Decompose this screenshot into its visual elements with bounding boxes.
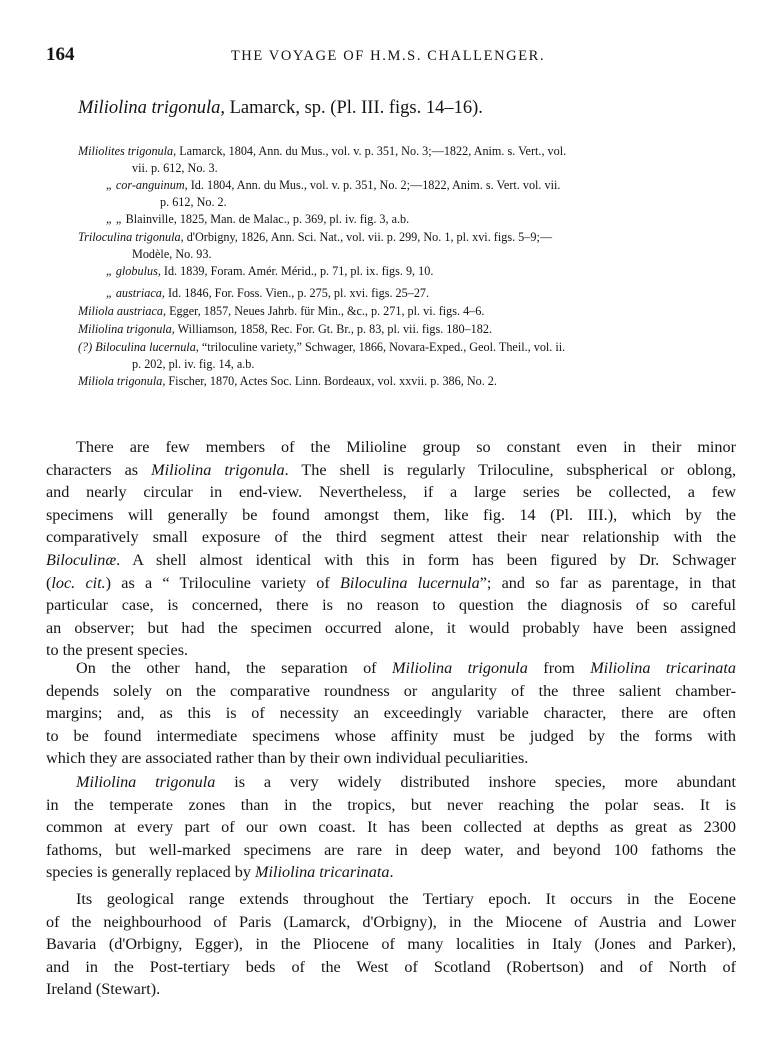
synonym-entry xyxy=(78,373,738,390)
species-authority: , Lamarck, sp. (Pl. III. figs. 14–16). xyxy=(220,98,483,118)
text-line: There are few members of the Milioline group so constant even in their minor xyxy=(76,438,736,456)
running-title: THE VOYAGE OF H.M.S. CHALLENGER. xyxy=(230,48,546,64)
synonym-entry xyxy=(78,303,738,320)
paragraph xyxy=(46,657,736,770)
text-line: and nearly circular in end-view. Nevertheless, if a large series be collected, a few xyxy=(46,483,736,502)
text-line: specimens will generally be found amongst them, like fig. 14 (Pl. III.), which by the xyxy=(46,505,736,524)
synonym-entry xyxy=(78,321,738,338)
synonym-citation: Blainville, 1825, Man. de Malac., p. 369, pl. iv. fig. 3, a.b. xyxy=(122,212,410,226)
synonym-citation: , Id. 1804, Ann. du Mus., vol. v. p. 351, No. 2;—1822, Anim. s. Vert. vol. vii. xyxy=(184,178,561,192)
paragraph xyxy=(46,888,736,1001)
synonym-continuation: p. 202, pl. iv. fig. 14, a.b. xyxy=(132,357,255,371)
text-line: characters as Miliolina trigonula. The shell is regularly Triloculine, subspherical or oblong, xyxy=(46,460,736,479)
synonym-continuation: Modèle, No. 93. xyxy=(132,247,212,261)
text-line: Bavaria (d'Orbigny, Egger), in the Pliocene of many localities in Italy (Jones and Parker), xyxy=(46,935,736,954)
text-line: of the neighbourhood of Paris (Lamarck, d'Orbigny), in the Miocene of Austria and Lower xyxy=(46,912,736,931)
synonym-name: „ austriaca xyxy=(106,286,162,300)
synonym-citation: , Id. 1839, Foram. Amér. Mérid., p. 71, pl. ix. figs. 9, 10. xyxy=(157,264,434,278)
text-line: Biloculinæ. A shell almost identical with this in form has been figured by Dr. Schwager xyxy=(46,550,736,569)
synonym-citation: , “triloculine variety,” Schwager, 1866, Novara-Exped., Geol. Theil., vol. ii. xyxy=(195,340,566,354)
text-line: comparatively small exposure of the third segment attest their near relationship with the xyxy=(46,528,736,547)
synonym-name: (?) Biloculina lucernula xyxy=(78,340,196,354)
synonym-entry xyxy=(78,285,766,302)
paragraph xyxy=(46,436,736,662)
text-line: (loc. cit.) as a “ Triloculine variety of Biloculina lucernula”; and so far as parentage, in that xyxy=(46,573,736,592)
synonym-citation: , Id. 1846, For. Foss. Vien., p. 275, pl. xvi. figs. 25–27. xyxy=(161,286,430,300)
text-line: an observer; but had the specimen occurred alone, it would probably have been assigned xyxy=(46,618,736,637)
page-number: 164 xyxy=(46,44,75,65)
synonym-name: Miliolites trigonula xyxy=(78,144,174,158)
synonym-entry xyxy=(78,339,738,373)
synonym-entry xyxy=(78,143,738,177)
synonym-citation: , Egger, 1857, Neues Jahrb. für Min., &c., p. 271, pl. vi. figs. 4–6. xyxy=(162,304,485,318)
text-line: particular case, is concerned, there is no reason to question the diagnosis of so careful xyxy=(46,596,736,615)
synonym-entry xyxy=(78,229,738,263)
text-line: and in the Post-tertiary beds of the West of Scotland (Robertson) and of North of xyxy=(46,957,736,976)
species-heading xyxy=(78,98,483,119)
synonym-name: Triloculina trigonula xyxy=(78,230,181,244)
text-line: depends solely on the comparative roundness or angularity of the three salient chamber- xyxy=(46,681,736,700)
synonym-name: Miliolina trigonula xyxy=(78,322,172,336)
text-line: in the temperate zones than in the tropics, but never reaching the polar seas. It is xyxy=(46,795,736,814)
text-line: species is generally replaced by Miliolina tricarinata. xyxy=(46,863,394,882)
species-name: Miliolina trigonula xyxy=(78,98,221,118)
synonym-entry xyxy=(78,177,766,211)
text-line: Ireland (Stewart). xyxy=(46,980,161,999)
synonym-citation: , Williamson, 1858, Rec. For. Gt. Br., p. 83, pl. vii. figs. 180–182. xyxy=(171,322,493,336)
text-line: to the present species. xyxy=(46,641,189,660)
synonym-entry xyxy=(78,211,766,228)
text-line: On the other hand, the separation of Miliolina trigonula from Miliolina tricarinata xyxy=(76,659,736,677)
synonym-name: Miliola austriaca xyxy=(78,304,163,318)
text-line: fathoms, but well-marked specimens are rare in deep water, and beyond 100 fathoms the xyxy=(46,840,736,859)
text-line: which they are associated rather than by their own individual peculiarities. xyxy=(46,749,529,768)
text-line: common at every part of our own coast. It has been collected at depths as great as 2300 xyxy=(46,818,736,837)
synonym-citation: , Lamarck, 1804, Ann. du Mus., vol. v. p. 351, No. 3;—1822, Anim. s. Vert., vol. xyxy=(173,144,567,158)
synonym-name: „ „ xyxy=(106,212,123,226)
synonym-entry xyxy=(78,263,766,280)
paragraph xyxy=(46,771,736,884)
synonym-continuation: vii. p. 612, No. 3. xyxy=(132,161,218,175)
synonym-citation: , Fischer, 1870, Actes Soc. Linn. Bordeaux, vol. xxvii. p. 386, No. 2. xyxy=(162,374,497,388)
synonym-name: „ globulus xyxy=(106,264,158,278)
text-line: Miliolina trigonula is a very widely distributed inshore species, more abundant xyxy=(76,773,736,791)
synonym-name: Miliola trigonula xyxy=(78,374,163,388)
synonym-name: „ cor-anguinum xyxy=(106,178,185,192)
synonym-continuation: p. 612, No. 2. xyxy=(160,195,227,209)
text-line: Its geological range extends throughout the Tertiary epoch. It occurs in the Eocene xyxy=(76,890,736,908)
text-line: to be found intermediate specimens whose affinity must be judged by the forms with xyxy=(46,726,736,745)
synonym-citation: , d'Orbigny, 1826, Ann. Sci. Nat., vol. vii. p. 299, No. 1, pl. xvi. figs. 5–9;— xyxy=(180,230,553,244)
text-line: margins; and, as this is of necessity an exceedingly variable character, there are often xyxy=(46,704,736,723)
